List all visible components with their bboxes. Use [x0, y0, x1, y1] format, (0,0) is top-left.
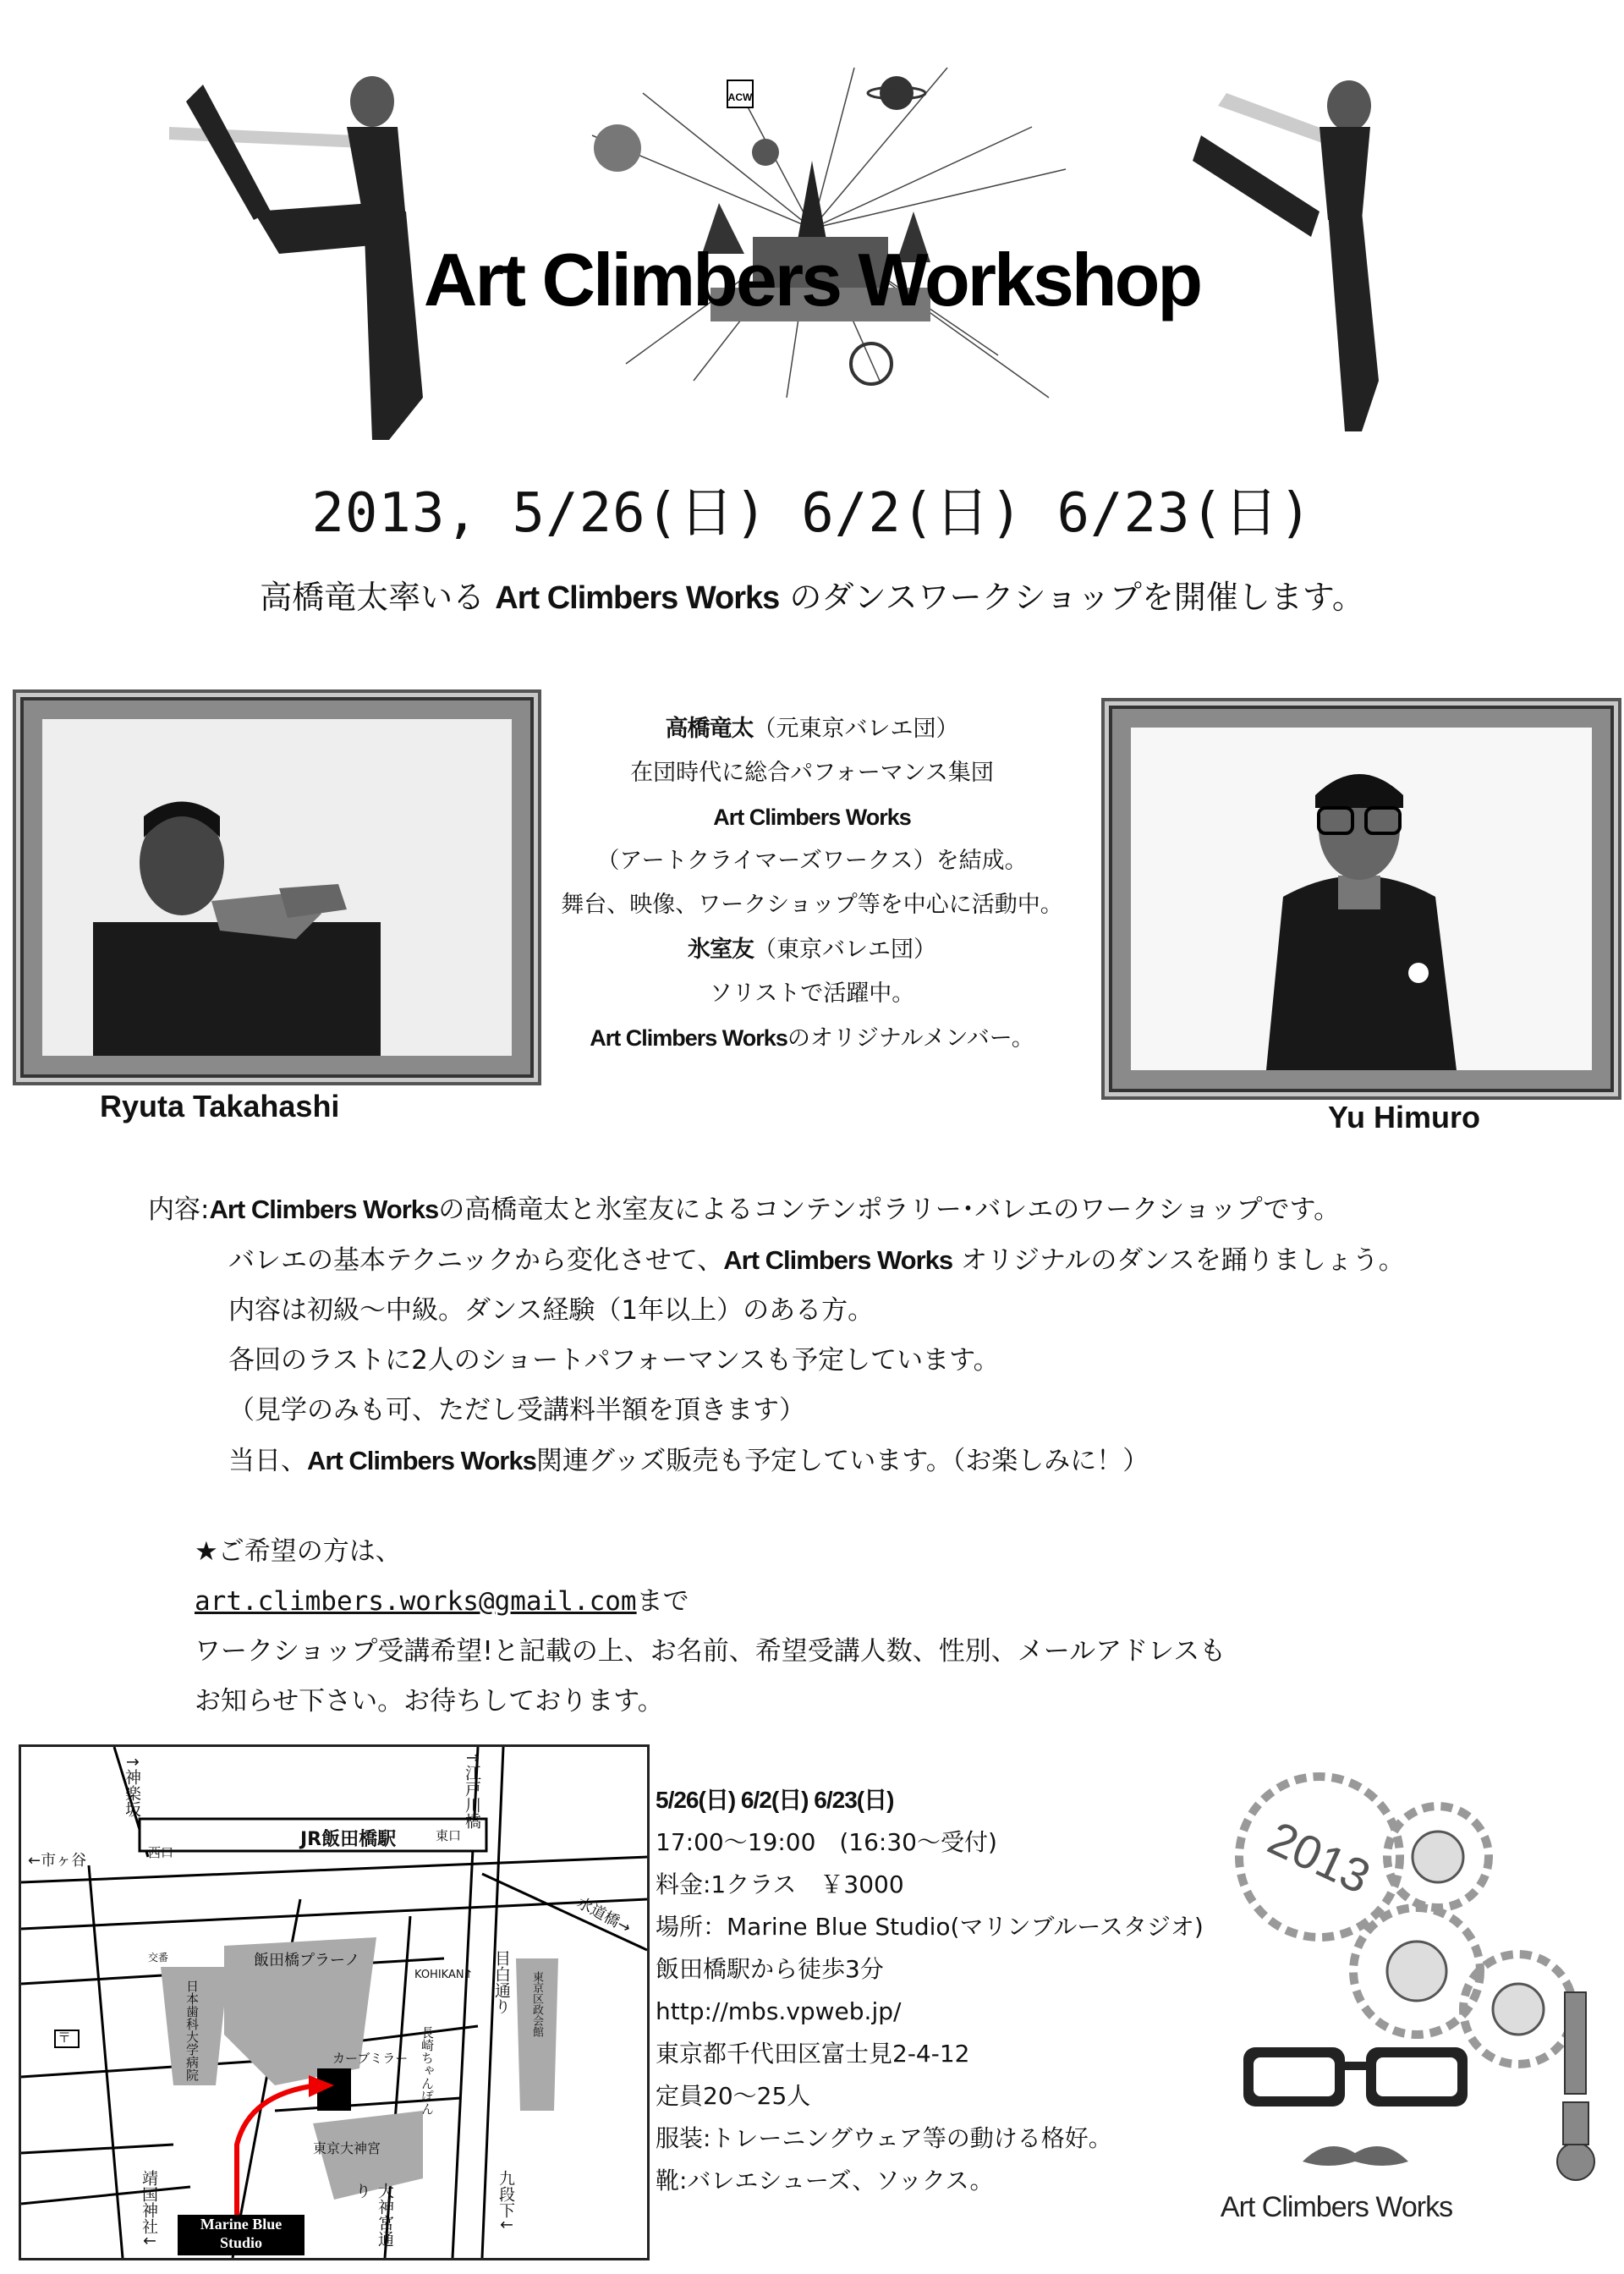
map-yasukuni: 靖国神社↓: [140, 2170, 158, 2248]
page-title: Art Climbers Workshop: [423, 238, 1201, 321]
acw-logo: ACW: [727, 91, 753, 103]
left-caption: Ryuta Takahashi: [100, 1089, 340, 1123]
map-kudanshita: 九段下↓: [497, 2170, 515, 2232]
bio-line8-rest: のオリジナルメンバー。: [787, 1025, 1034, 1052]
side-machinery: [1557, 1992, 1594, 2180]
content-l3: 内容は初級～中級。ダンス経験（1年以上）のある方。: [228, 1295, 875, 1326]
map-ichigaya: ←市ヶ谷: [28, 1852, 87, 1870]
logo-brand: Art Climbers Works: [1220, 2191, 1453, 2223]
map-mirror: カーブミラー: [332, 2051, 409, 2066]
bio-block: [524, 706, 1100, 1061]
map-kohikan: KOHIKAN↑: [414, 1969, 474, 1981]
map-koban: 交番: [148, 1952, 169, 1964]
apply-block: [195, 1527, 1226, 1727]
studio-line2: Studio: [219, 2234, 263, 2251]
content-l5: （見学のみも可、ただし受講料半額を頂きます）: [228, 1395, 805, 1425]
map-nagasaki: 長崎ちゃんぽん: [420, 2026, 435, 2115]
content-l6-bold: Art Climbers Works: [307, 1446, 536, 1475]
details-address: 東京都千代田区富士見2-4-12: [656, 2040, 970, 2068]
apply-l3: ワークショップ受講希望!と記載の上、お名前、希望受講人数、性別、メールアドレスも: [195, 1636, 1226, 1667]
yu-himuro-photo: [1131, 728, 1592, 1070]
right-caption: Yu Himuro: [1328, 1100, 1481, 1134]
details-capacity: 定員20～25人: [656, 2082, 811, 2110]
details-url[interactable]: http://mbs.vpweb.jp/: [656, 1997, 902, 2025]
intro-text: [0, 571, 1624, 618]
details-clothes: 服装:トレーニングウェア等の動ける格好。: [656, 2124, 1112, 2152]
email-suffix: まで: [636, 1586, 689, 1617]
map-roads: [21, 1747, 647, 2258]
map-studio-marker: [178, 2215, 304, 2255]
details-fee: 料金:1クラス ￥3000: [656, 1870, 904, 1898]
map-kagurazaka: ↑神楽坂: [123, 1755, 141, 1817]
bio-line5: 舞台、映像、ワークショップ等を中心に活動中。: [561, 892, 1063, 918]
details-time: 17:00～19:00 (16:30～受付): [656, 1828, 997, 1856]
content-l2-a: バレエの基本テクニックから変化させて、: [228, 1245, 724, 1276]
details-dates: 5/26(日) 6/2(日) 6/23(日): [656, 1787, 894, 1813]
intro-after: のダンスワークショップを開催します。: [779, 579, 1364, 616]
bio-line2: 在団時代に総合パフォーマンス集団: [630, 760, 994, 786]
event-details: [656, 1779, 1204, 2202]
left-photo-frame: [24, 700, 530, 1074]
map-plano: 飯田橋プラーノ: [254, 1952, 360, 1969]
content-l1-bold: Art Climbers Works: [209, 1195, 439, 1224]
content-block: [148, 1184, 1405, 1486]
content-l2-bold: Art Climbers Works: [723, 1245, 953, 1275]
logo-year: 2013: [1260, 1810, 1379, 1904]
map-suidobashi: 水道橋→: [573, 1893, 634, 1937]
event-dates: 2013, 5/26(日) 6/2(日) 6/23(日): [311, 482, 1313, 545]
bio-name-himuro: 氷室友: [688, 937, 754, 962]
bio-line7: ソリストで活躍中。: [709, 980, 915, 1007]
content-label: 内容:: [148, 1195, 210, 1225]
bio-line8-bold: Art Climbers Works: [590, 1025, 787, 1051]
map-east-exit: 東口: [436, 1828, 462, 1843]
bio-name-takahashi: 高橋竜太: [665, 716, 754, 741]
details-shoes: 靴:バレエシューズ、ソックス。: [656, 2167, 994, 2194]
map-daijingu-dori: 大神宮通り: [353, 2183, 394, 2247]
mustache-icon: [1303, 2146, 1408, 2166]
map-west-exit: 西口: [148, 1845, 174, 1860]
moon-icon: [594, 124, 641, 172]
map-post-icon: 〒: [58, 2030, 72, 2046]
content-l4: 各回のラストに2人のショートパフォーマンスも予定しています。: [228, 1345, 1000, 1376]
apply-l4: お知らせ下さい。お待ちしております。: [195, 1686, 664, 1716]
content-l1-rest: の高橋竜太と氷室友によるコンテンポラリー･バレエのワークショップです。: [438, 1195, 1341, 1225]
content-l6-b: 関連グッズ販売も予定しています。（お楽しみに！）: [535, 1446, 1149, 1476]
studio-line1: Marine Blue: [200, 2216, 283, 2233]
content-l6-a: 当日、: [228, 1446, 307, 1476]
right-photo-frame: [1112, 709, 1610, 1089]
map-station: JR飯田橋駅: [300, 1829, 397, 1850]
details-place: 場所：Marine Blue Studio(マリンブルースタジオ): [656, 1913, 1204, 1941]
map-toyo: 東京区政会館: [530, 1971, 543, 2037]
map-daijingu: 東京大神宮: [313, 2140, 381, 2156]
apply-l1: ★ご希望の方は、: [195, 1536, 402, 1567]
bio-line3: Art Climbers Works: [713, 805, 911, 830]
intro-bold: Art Climbers Works: [495, 580, 780, 616]
ryuta-takahashi-photo: [42, 719, 512, 1056]
bio-line4: （アートクライマーズワークス）を結成。: [596, 848, 1028, 874]
email-link[interactable]: art.climbers.works@gmail.com: [195, 1586, 637, 1617]
intro-before: 高橋竜太率いる: [260, 579, 496, 616]
map-mejiro: 目白通り: [492, 1950, 511, 2014]
content-l2-b: オリジナルのダンスを踊りましょう。: [952, 1245, 1405, 1276]
glasses-icon: [1243, 2047, 1468, 2106]
details-walk: 飯田橋駅から徒歩3分: [656, 1955, 884, 1983]
map-dental: 日本歯科大学病院: [184, 1980, 200, 2081]
access-map: [19, 1744, 650, 2260]
bio-line6-rest: （東京バレエ団）: [754, 937, 936, 963]
acw-2013-logo: [1210, 1764, 1616, 2263]
bio-line1-rest: （元東京バレエ団）: [753, 716, 959, 742]
map-edogawabashi: ↑江戸川橋: [463, 1751, 481, 1829]
